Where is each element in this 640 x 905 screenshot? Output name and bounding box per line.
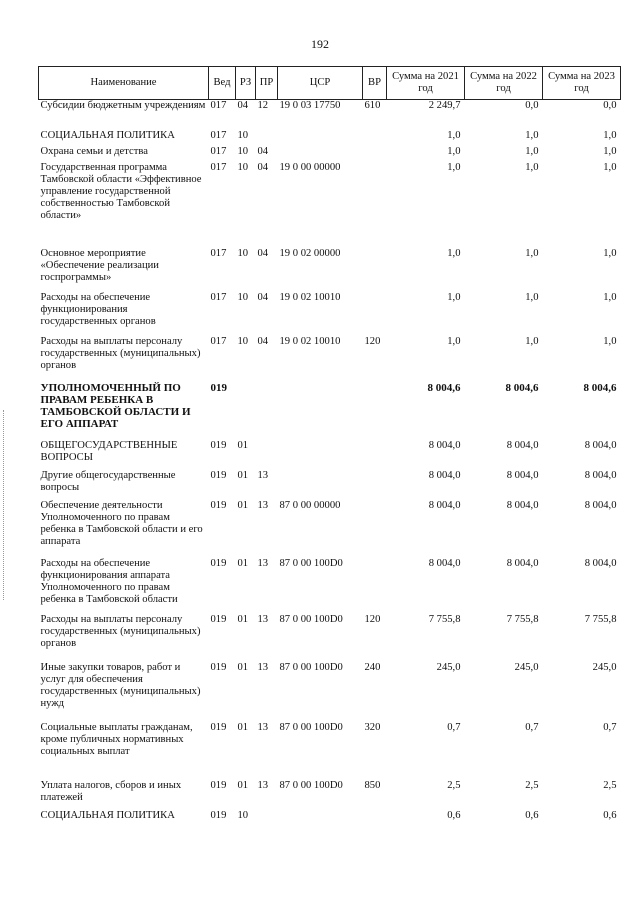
cell-vr xyxy=(363,162,387,248)
cell-rz: 10 xyxy=(237,129,249,141)
cell-sum-2021: 7 755,8 xyxy=(428,613,461,625)
cell-sum-2022: 0,6 xyxy=(525,809,539,821)
budget-table xyxy=(38,66,621,826)
cell-name: УПОЛНОМОЧЕННЫЙ ПО ПРАВАМ РЕБЕНКА В ТАМБОВСКОЙ ОБЛАСТИ И ЕГО АППАРАТ xyxy=(40,381,191,430)
cell-sum-2022: 8 004,0 xyxy=(506,439,539,451)
cell-vr: 850 xyxy=(364,779,381,791)
cell-vr xyxy=(363,500,387,558)
cell-rz: 10 xyxy=(237,161,249,173)
cell-ved: 019 xyxy=(210,381,227,394)
cell-vr xyxy=(363,470,387,500)
cell-sum-2021: 8 004,0 xyxy=(428,557,461,569)
cell-pr: 12 xyxy=(257,100,269,111)
header-name: Наименование xyxy=(39,67,209,100)
cell-pr: 13 xyxy=(257,557,269,569)
cell-sum-2021: 1,0 xyxy=(447,291,461,303)
cell-name: Расходы на выплаты персоналу государственных (муниципальных) органов xyxy=(40,335,201,371)
cell-sum-2021: 2 249,7 xyxy=(428,100,461,111)
cell-sum-2021: 1,0 xyxy=(447,335,461,347)
cell-sum-2023: 0,0 xyxy=(603,100,617,111)
cell-sum-2021: 1,0 xyxy=(447,145,461,157)
header-csr: ЦСР xyxy=(278,67,363,100)
cell-csr: 19 0 00 00000 xyxy=(279,161,341,173)
cell-ved: 019 xyxy=(210,779,227,791)
cell-rz: 01 xyxy=(237,557,249,569)
cell-rz: 01 xyxy=(237,499,249,511)
cell-ved: 017 xyxy=(210,100,227,111)
cell-sum-2021: 8 004,0 xyxy=(428,499,461,511)
table-row xyxy=(39,336,621,382)
cell-pr: 04 xyxy=(257,145,269,157)
cell-sum-2021: 1,0 xyxy=(447,129,461,141)
cell-ved: 019 xyxy=(210,809,227,821)
cell-sum-2023: 1,0 xyxy=(603,129,617,141)
cell-sum-2023: 8 004,0 xyxy=(584,499,617,511)
cell-sum-2023: 245,0 xyxy=(592,661,617,673)
cell-sum-2023: 2,5 xyxy=(603,779,617,791)
cell-sum-2022: 1,0 xyxy=(525,247,539,259)
cell-rz: 10 xyxy=(237,247,249,259)
cell-pr: 04 xyxy=(257,291,269,303)
cell-name: Субсидии бюджетным учреждениям xyxy=(40,100,206,111)
cell-name: Социальные выплаты гражданам, кроме публичных нормативных социальных выплат xyxy=(40,721,193,757)
table-header xyxy=(39,67,621,100)
cell-sum-2023: 8 004,0 xyxy=(584,557,617,569)
cell-ved: 019 xyxy=(210,439,227,451)
table-row xyxy=(39,248,621,292)
cell-sum-2023: 0,6 xyxy=(603,809,617,821)
cell-rz: 01 xyxy=(237,721,249,733)
cell-vr xyxy=(363,146,387,162)
cell-sum-2023: 1,0 xyxy=(603,247,617,259)
cell-sum-2021: 8 004,0 xyxy=(428,469,461,481)
cell-sum-2022: 1,0 xyxy=(525,129,539,141)
cell-pr: 13 xyxy=(257,469,269,481)
cell-rz: 01 xyxy=(237,439,249,451)
cell-pr xyxy=(256,130,278,146)
cell-sum-2022: 8 004,6 xyxy=(505,381,539,394)
cell-rz: 10 xyxy=(237,291,249,303)
cell-ved: 017 xyxy=(210,291,227,303)
cell-csr: 19 0 03 17750 xyxy=(279,100,341,111)
cell-vr: 320 xyxy=(364,721,381,733)
cell-csr xyxy=(278,382,363,440)
cell-pr: 04 xyxy=(257,247,269,259)
cell-pr: 04 xyxy=(257,161,269,173)
cell-csr: 87 0 00 00000 xyxy=(279,499,341,511)
cell-csr xyxy=(278,470,363,500)
cell-csr xyxy=(278,130,363,146)
cell-ved: 017 xyxy=(210,335,227,347)
cell-ved: 017 xyxy=(210,161,227,173)
table-row xyxy=(39,780,621,810)
cell-csr: 87 0 00 100D0 xyxy=(279,613,343,625)
table-row xyxy=(39,470,621,500)
cell-sum-2023: 8 004,0 xyxy=(584,469,617,481)
table-row xyxy=(39,382,621,440)
cell-vr: 240 xyxy=(364,661,381,673)
cell-vr xyxy=(363,440,387,470)
cell-ved: 017 xyxy=(210,247,227,259)
cell-pr: 13 xyxy=(257,613,269,625)
cell-vr xyxy=(363,130,387,146)
cell-rz: 10 xyxy=(237,809,249,821)
cell-name: Обеспечение деятельности Уполномоченного по правам ребенка в Тамбовской области и его аппарата xyxy=(40,499,203,547)
cell-csr: 19 0 02 10010 xyxy=(279,291,341,303)
cell-sum-2023: 8 004,0 xyxy=(584,439,617,451)
cell-rz: 10 xyxy=(237,335,249,347)
cell-sum-2021: 8 004,6 xyxy=(427,381,461,394)
cell-sum-2021: 2,5 xyxy=(447,779,461,791)
cell-sum-2021: 8 004,0 xyxy=(428,439,461,451)
cell-name: СОЦИАЛЬНАЯ ПОЛИТИКА xyxy=(40,809,175,821)
cell-ved: 019 xyxy=(210,499,227,511)
cell-csr: 87 0 00 100D0 xyxy=(279,779,343,791)
cell-vr xyxy=(363,248,387,292)
table-row xyxy=(39,292,621,336)
cell-vr: 120 xyxy=(364,335,381,347)
cell-ved: 019 xyxy=(210,721,227,733)
table-row xyxy=(39,146,621,162)
cell-sum-2022: 8 004,0 xyxy=(506,557,539,569)
cell-name: Расходы на обеспечение функционирования аппарата Уполномоченного по правам ребенка в Тамбовской области xyxy=(40,557,178,605)
cell-sum-2023: 1,0 xyxy=(603,161,617,173)
cell-name: Охрана семьи и детства xyxy=(40,145,148,157)
cell-csr: 87 0 00 100D0 xyxy=(279,557,343,569)
cell-rz: 01 xyxy=(237,779,249,791)
cell-ved: 019 xyxy=(210,469,227,481)
cell-rz: 01 xyxy=(237,661,249,673)
cell-name: ОБЩЕГОСУДАРСТВЕННЫЕ ВОПРОСЫ xyxy=(40,439,178,463)
cell-sum-2022: 1,0 xyxy=(525,161,539,173)
header-pr: ПР xyxy=(256,67,278,100)
cell-ved: 017 xyxy=(210,145,227,157)
header-rz: РЗ xyxy=(236,67,256,100)
table-row xyxy=(39,810,621,826)
cell-name: Государственная программа Тамбовской области «Эффективное управление государственной собственностью Тамбовской области» xyxy=(40,161,202,221)
cell-pr: 13 xyxy=(257,499,269,511)
cell-name: СОЦИАЛЬНАЯ ПОЛИТИКА xyxy=(40,129,175,141)
cell-rz: 04 xyxy=(237,100,249,111)
table-row xyxy=(39,614,621,662)
cell-pr: 13 xyxy=(257,779,269,791)
cell-csr: 87 0 00 100D0 xyxy=(279,721,343,733)
page-number: 192 xyxy=(311,37,329,51)
cell-rz: 01 xyxy=(237,469,249,481)
cell-vr xyxy=(363,382,387,440)
header-ved: Вед xyxy=(209,67,236,100)
cell-name: Уплата налогов, сборов и иных платежей xyxy=(40,779,182,803)
cell-pr: 04 xyxy=(257,335,269,347)
cell-sum-2021: 245,0 xyxy=(436,661,461,673)
cell-sum-2022: 8 004,0 xyxy=(506,469,539,481)
cell-csr: 19 0 02 00000 xyxy=(279,247,341,259)
cell-vr xyxy=(363,292,387,336)
cell-csr xyxy=(278,810,363,826)
scan-margin-marks xyxy=(3,410,6,600)
cell-rz: 01 xyxy=(237,613,249,625)
cell-ved: 017 xyxy=(210,129,227,141)
cell-vr: 120 xyxy=(364,613,381,625)
cell-pr: 13 xyxy=(257,721,269,733)
cell-sum-2022: 2,5 xyxy=(525,779,539,791)
cell-pr xyxy=(256,810,278,826)
cell-sum-2023: 8 004,6 xyxy=(583,381,617,394)
budget-table-container xyxy=(38,66,620,826)
table-row xyxy=(39,100,621,130)
cell-sum-2021: 0,6 xyxy=(447,809,461,821)
cell-sum-2021: 1,0 xyxy=(447,247,461,259)
cell-sum-2022: 1,0 xyxy=(525,291,539,303)
header-sum-2023: Сумма на 2023 год xyxy=(543,67,621,100)
cell-csr xyxy=(278,440,363,470)
table-row xyxy=(39,500,621,558)
cell-sum-2023: 0,7 xyxy=(603,721,617,733)
cell-csr xyxy=(278,146,363,162)
cell-sum-2023: 1,0 xyxy=(603,145,617,157)
cell-sum-2022: 0,0 xyxy=(525,100,539,111)
table-body xyxy=(39,100,621,826)
cell-name: Основное мероприятие «Обеспечение реализации госпрограммы» xyxy=(40,247,159,283)
cell-ved: 019 xyxy=(210,661,227,673)
cell-name: Расходы на обеспечение функционирования государственных органов xyxy=(40,291,156,327)
cell-sum-2021: 0,7 xyxy=(447,721,461,733)
cell-vr xyxy=(363,558,387,614)
cell-rz: 10 xyxy=(237,145,249,157)
cell-sum-2023: 1,0 xyxy=(603,291,617,303)
table-row xyxy=(39,558,621,614)
cell-vr xyxy=(363,810,387,826)
cell-sum-2022: 245,0 xyxy=(514,661,539,673)
cell-sum-2022: 1,0 xyxy=(525,335,539,347)
table-row xyxy=(39,162,621,248)
cell-vr: 610 xyxy=(364,100,381,111)
header-vr: ВР xyxy=(363,67,387,100)
header-sum-2021: Сумма на 2021 год xyxy=(387,67,465,100)
cell-sum-2023: 1,0 xyxy=(603,335,617,347)
cell-sum-2021: 1,0 xyxy=(447,161,461,173)
cell-name: Иные закупки товаров, работ и услуг для обеспечения государственных (муниципальных) нужд xyxy=(40,661,201,709)
cell-csr: 87 0 00 100D0 xyxy=(279,661,343,673)
cell-pr: 13 xyxy=(257,661,269,673)
cell-csr: 19 0 02 10010 xyxy=(279,335,341,347)
cell-pr xyxy=(256,382,278,440)
cell-sum-2022: 8 004,0 xyxy=(506,499,539,511)
cell-ved: 019 xyxy=(210,613,227,625)
cell-ved: 019 xyxy=(210,557,227,569)
cell-sum-2022: 7 755,8 xyxy=(506,613,539,625)
table-row xyxy=(39,722,621,780)
cell-rz xyxy=(236,382,256,440)
cell-name: Другие общегосударственные вопросы xyxy=(40,469,176,493)
table-row xyxy=(39,440,621,470)
cell-pr xyxy=(256,440,278,470)
header-sum-2022: Сумма на 2022 год xyxy=(465,67,543,100)
cell-sum-2023: 7 755,8 xyxy=(584,613,617,625)
cell-name: Расходы на выплаты персоналу государственных (муниципальных) органов xyxy=(40,613,201,649)
table-row xyxy=(39,662,621,722)
table-row xyxy=(39,130,621,146)
cell-sum-2022: 1,0 xyxy=(525,145,539,157)
cell-sum-2022: 0,7 xyxy=(525,721,539,733)
